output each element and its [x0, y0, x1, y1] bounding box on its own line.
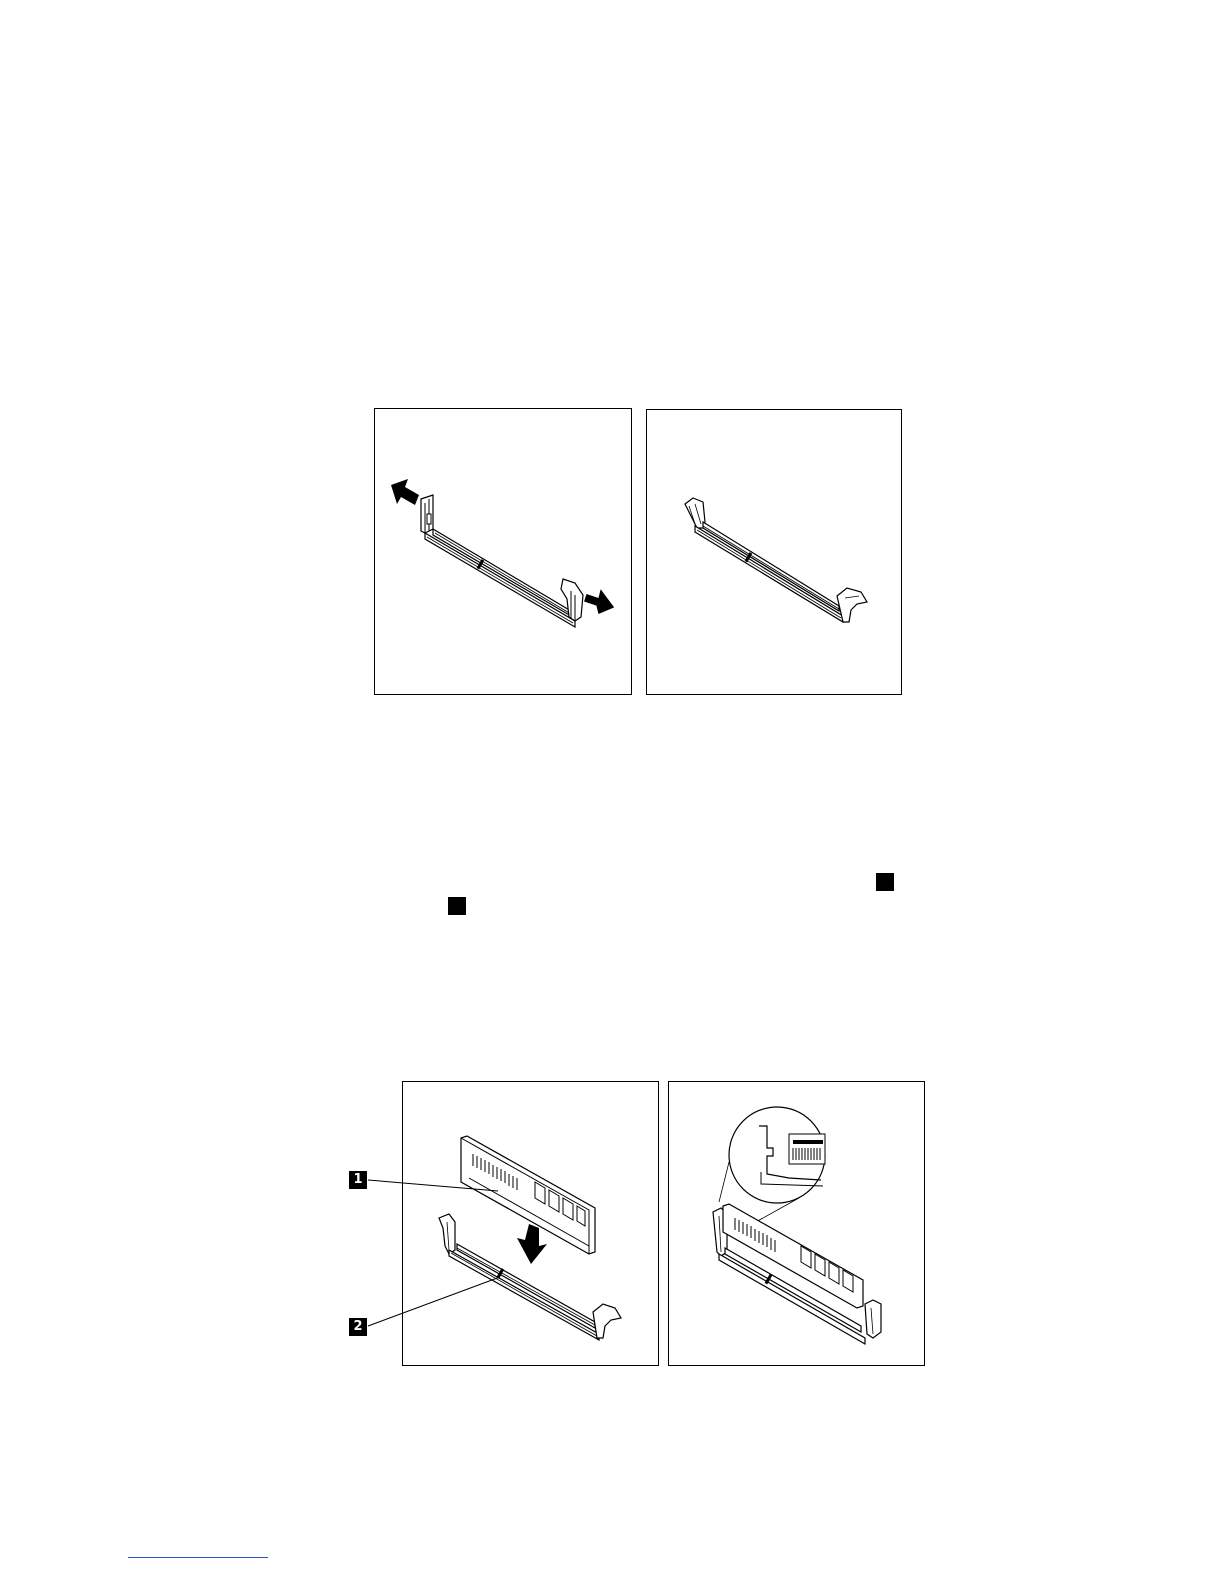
footer-link[interactable]: [128, 1557, 268, 1558]
callout-2: 2: [349, 1318, 367, 1336]
callout-1: 1: [349, 1171, 367, 1189]
